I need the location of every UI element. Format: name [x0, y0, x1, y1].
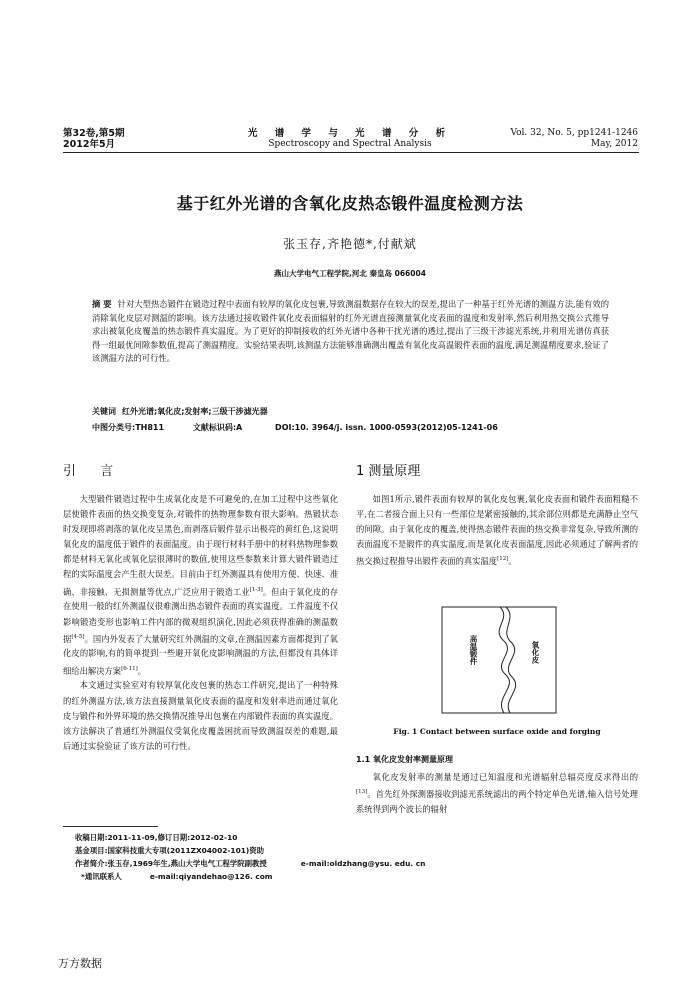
header-rule: [63, 152, 639, 153]
intro-paragraph-1: 大型锻件锻造过程中生成氧化皮是不可避免的,在加工过程中这些氧化层使锻件表面的热交换变复杂,对锻件的热物理参数有很大影响。热锻状态时发现即将剥落的氧化皮呈黑色,而剥落后锻件显示出极亮的黄红色,这说明氧化皮的温度低于锻件的表面温度。由于现行材料手册中的材料热物理参数都是材料无氧化或氧化层很薄时的数值,使用这些参数来计算大锻件锻造过程的实际温度会产生很大误差。目前由于红外测温具有使用方便、快速、准确、非接触、无损测量等优点,广泛应用于锻造工业[1-3]。但由于氧化皮的存在使用一般的红外测温仪很难测出热态锻件表面的真实温度。工件温度不仅影响锻造变形也影响工件内部的微观组织演化,因此必须获得准确的测温数据[4-5]。国内外发表了大量研究红外测温的文章,在测温因素方面都提到了氧化皮的影响,有的简单提到一些避开氧化皮影响测温的方法,但都没有具体详细给出解决方案[6-11]。: [63, 494, 338, 676]
footnote-bio: 作者简介:张玉存,1969年生,燕山大学电气工程学院副教授 e-mail:oldzhang@ysu. edu. cn: [75, 859, 426, 868]
section-1-column: [356, 492, 638, 569]
section-1-paragraph: 如图1所示,锻件表面有较厚的氧化皮包裹,氧化皮表面和锻件表面粗糙不平,在二者接合面上只有一些部位是紧密接触的,其余部位则都是充满静止空气的间隙。由于氧化皮的覆盖,使得热态锻件表面的热交换非常复杂,导致所测的表面温度不是锻件的真实温度,而是氧化皮表面温度,因此必须通过了解两者的热交换过程推导出锻件表面的真实温度[12]。: [356, 494, 638, 567]
document-code: 文献标识码:A: [192, 423, 243, 432]
article-meta: [92, 422, 504, 433]
volume-en: Vol. 32, No. 5, pp1241-1246: [510, 128, 638, 138]
subsection-heading-1-1: 1.1 氧化皮发射率测量原理: [356, 755, 453, 764]
citation: [1-3]: [249, 586, 263, 593]
keywords-label: 关键词: [92, 407, 116, 416]
footnotes: [75, 831, 425, 883]
authors: 张玉存,齐艳德*,付献斌: [283, 237, 417, 251]
footnote-received: 收稿日期:2011-11-09,修订日期:2012-02-10: [75, 833, 238, 842]
citation: [4-5]: [71, 633, 85, 640]
doi: DOI:10. 3964/j. issn. 1000-0593(2012)05-1241-06: [275, 423, 498, 432]
date-en: May, 2012: [590, 139, 638, 149]
figure-1-caption: Fig. 1 Contact between surface oxide and forging: [393, 727, 601, 736]
clc-number: 中图分类号:TH811: [92, 423, 165, 432]
intro-paragraph-2: 本文通过实验室对有较厚氧化皮包裹的热态工件研究,提出了一种特殊的红外测温方法,该方法直接测量氧化皮表面的温度和发射率进而通过氧化皮与锻件和外界环境的热交换情况推导出包裹在内部锻件表面的真实温度。该方法解决了普通红外测温仪受氧化皮覆盖困扰而导致测温误差的难题,最后通过实验验证了该方法的可行性。: [63, 680, 338, 751]
label-oxide: 氧化皮: [531, 641, 540, 664]
affiliation: 燕山大学电气工程学院,河北 秦皇岛 066004: [274, 269, 426, 278]
abstract-text: 针对大型热态锻件在锻造过程中表面有较厚的氧化皮包裹,导致测温数据存在较大的误差,提出了一种基于红外光谱的测温方法,能有效的消除氧化皮层对测温的影响。该方法通过接收锻件氧化皮表面辐射的红外光谱直接测量氧化皮表面的温度和发射率,然后利用热交换公式推导求出被氧化皮覆盖的热态锻件真实温度。为了更好的抑制接收的红外光谱中各种干扰光谱的透过,提出了三级干涉滤光系统,并利用光谱仿真获得一组最优间隙参数值,提高了测温精度。实验结果表明,该测温方法能够准确测出覆盖有氧化皮高温锻件表面的温度,满足测温精度要求,验证了该测温方法的可行性。: [92, 299, 610, 364]
abstract: [92, 298, 609, 366]
forging-boundary: [499, 607, 509, 713]
citation: [13]: [356, 789, 368, 796]
citation: [6-11]: [121, 665, 138, 672]
citation: [12]: [497, 556, 509, 563]
section-heading-intro: 引 言: [63, 464, 124, 479]
volume-cn: 第32卷,第5期: [63, 128, 125, 139]
corresponding-email: e-mail:qiyandehao@126. com: [149, 872, 273, 881]
oxide-boundary: [506, 607, 516, 713]
date-cn: 2012年5月: [63, 139, 116, 150]
paper-title: 基于红外光谱的含氧化皮热态锻件温度检测方法: [176, 194, 524, 213]
intro-column: [63, 492, 338, 754]
journal-name-en: Spectroscopy and Spectral Analysis: [268, 139, 432, 149]
section-heading-1: 1 测量原理: [356, 464, 421, 479]
abstract-label: 摘 要: [92, 299, 112, 309]
journal-name-cn: 光 谱 学 与 光 谱 分 析: [247, 128, 453, 139]
keywords: [92, 406, 268, 417]
footnote-corresponding: *通讯联系人 e-mail:qiyandehao@126. com: [81, 872, 273, 881]
figure-1: [440, 605, 558, 715]
footnote-fund: 基金项目:国家科技重大专项(2011ZX04002-101)资助: [75, 846, 265, 855]
footnote-rule: [63, 826, 158, 827]
bio-email: e-mail:oldzhang@ysu. edu. cn: [300, 859, 426, 868]
keywords-text: 红外光谱;氧化皮;发射率;三级干涉滤光器: [122, 407, 268, 416]
journal-issue-en: [510, 128, 638, 150]
subsection-1-1-paragraph: 氧化皮发射率的测量是通过已知温度和光谱辐射总辐亮度反求得出的[13]。首先红外探测器接收到滤光系统滤出的两个特定单色光谱,输入信号处理系统得到两个波长的辐射: [356, 772, 638, 814]
footer-watermark: 万方数据: [58, 957, 102, 970]
label-forging: 高温锻件: [469, 635, 478, 665]
subsection-1-1-column: [356, 770, 638, 817]
